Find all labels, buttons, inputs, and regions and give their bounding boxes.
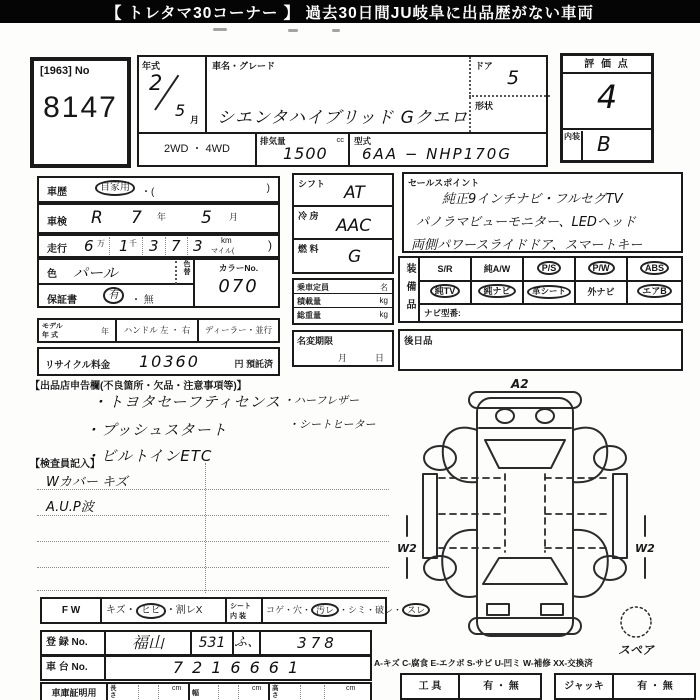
model-cell <box>39 320 117 341</box>
history-box <box>37 176 280 203</box>
rating-score: 4 <box>596 78 618 116</box>
lot-tag: [1963] No <box>40 65 90 77</box>
later-items-label: 後日品 <box>404 336 433 347</box>
fuel-cell <box>294 240 392 272</box>
recycle-label: リサイクル料金 <box>45 360 111 371</box>
shaken-month-unit: 月 <box>229 212 239 222</box>
shift-cell <box>294 175 392 207</box>
man-unit: 万 <box>97 239 105 248</box>
shaken-box <box>37 203 280 234</box>
open-door-front-left <box>442 530 477 597</box>
front-lamp <box>541 604 563 615</box>
sales-points-box <box>402 172 683 253</box>
car-top-view-diagram <box>393 378 695 663</box>
open-door-rear-right <box>573 428 607 483</box>
equip-ps <box>524 258 576 282</box>
model-label-1: モデル <box>42 323 63 330</box>
scan-smudge <box>213 28 227 31</box>
registration-class-no: 531 <box>192 632 234 654</box>
dealer-cell: ディーラー・並行 <box>204 325 273 335</box>
rename-month: 月 <box>338 353 348 363</box>
garage-cert-row <box>40 682 372 700</box>
spare-label: スペア <box>618 643 655 657</box>
mile-paren-close: ) <box>268 238 272 252</box>
model-label-2: 年 式 <box>42 332 58 339</box>
model-code-value: 6AA − NHP170G <box>362 145 512 163</box>
sales-line: 純正9インチナビ・フルセグTV <box>442 192 623 207</box>
left-sill <box>423 474 437 558</box>
garage-label: 車庫証明用 <box>42 684 108 700</box>
fuel-label: 燃 料 <box>298 244 319 254</box>
fw-circled-hibi: ヒビ <box>136 603 166 619</box>
model-year-cell <box>139 57 207 132</box>
sales-line: 両側パワースライドドア、スマートキー <box>411 238 643 253</box>
interior-label: 内装 <box>563 131 583 161</box>
damage-code-a2: A2 <box>511 378 529 391</box>
front-lamp <box>487 604 509 615</box>
garage-height-label: 高さ <box>272 685 279 700</box>
equip-abs-circled: ABS <box>640 261 669 275</box>
mileage-d1: 3 <box>149 237 159 255</box>
warranty-rest: ・ 無 <box>131 295 154 306</box>
chassis-row <box>40 655 372 681</box>
model-code-cell <box>350 134 546 165</box>
shaken-year-unit: 年 <box>157 212 167 222</box>
lot-number-box <box>30 57 131 168</box>
equip-tv <box>420 282 472 305</box>
fw-values <box>102 599 227 622</box>
car-body <box>477 398 573 636</box>
color-change-label: 色替 <box>175 261 193 284</box>
damage-code-w2-right: W2 <box>635 542 655 555</box>
color-no-label: カラーNo. <box>218 263 259 273</box>
displacement-label: 排気量 <box>260 136 286 146</box>
equip-aw: 純A/W <box>472 258 524 282</box>
scan-smudge <box>288 29 298 32</box>
ac-value: AAC <box>336 216 372 236</box>
car-name-cell <box>207 57 469 132</box>
equip-extnavi: 外ナビ <box>576 282 628 305</box>
shift-ac-fuel-box <box>292 173 394 274</box>
equip-leather-circled: 革シート <box>527 285 571 299</box>
garage-width-label: 幅 <box>192 690 199 697</box>
seat-label-2: 内 装 <box>230 613 246 620</box>
inspector-note: A.U.P波 <box>46 500 94 515</box>
tools-label: 工 具 <box>402 675 460 698</box>
fuel-value: G <box>348 247 362 267</box>
inspector-note: Wカバー キズ <box>46 475 128 490</box>
equipment-box <box>398 256 683 323</box>
vehicle-header-table <box>137 55 548 167</box>
equip-airbag-circled: エアB <box>637 284 672 298</box>
shaken-year: 7 <box>131 208 142 228</box>
model-code-label: 型式 <box>354 136 372 146</box>
garage-cm2: cm <box>252 685 262 692</box>
rating-box <box>560 53 654 163</box>
month-unit: 月 <box>190 115 200 125</box>
equip-tv-circled: 純TV <box>430 284 461 298</box>
load-label: 積載量 <box>297 297 321 306</box>
door-cell <box>469 57 550 97</box>
warranty-yes: 有 <box>103 287 124 304</box>
ac-cell <box>294 207 392 240</box>
scan-smudge <box>332 29 340 32</box>
load-row <box>294 294 392 308</box>
wheel <box>594 556 626 580</box>
sen-unit: 千 <box>129 239 137 248</box>
damage-code-w2-left: W2 <box>397 542 417 555</box>
garage-cm1: cm <box>172 685 182 692</box>
shift-label: シフト <box>298 179 326 189</box>
right-sill <box>613 474 627 558</box>
interior-value: B <box>597 132 611 156</box>
model-handle-dealer-row <box>37 318 280 343</box>
open-door-front-right <box>573 530 608 597</box>
rename-deadline-box <box>292 330 394 367</box>
mileage-d3: 3 <box>193 237 203 255</box>
declared-item: ・シートヒーター <box>288 418 376 431</box>
warranty-label: 保証書 <box>47 295 77 306</box>
color-value: パール <box>73 264 118 282</box>
registration-area: 福山 <box>106 632 192 654</box>
shift-value: AT <box>344 183 365 203</box>
ac-label: 冷 房 <box>298 211 319 221</box>
mileage-label: 走行 <box>47 244 67 255</box>
seller-declaration-label: 【出品店申告欄(不良箇所・欠品・注意事項等)】 <box>30 381 247 392</box>
model-year-label: 年式 <box>142 61 161 71</box>
history-label: 車歴 <box>47 187 67 198</box>
top-banner <box>0 0 700 23</box>
registration-number: 378 <box>297 634 338 652</box>
sales-line: パノラマビューモニター、LEDヘッド <box>416 215 636 230</box>
gross-row <box>294 308 392 323</box>
mile-label: マイル( <box>211 248 235 255</box>
color-label: 色 <box>47 269 57 280</box>
banner-text: 【 トレタマ30コーナー 】 過去30日間JU岐阜に出品歴がない車両 <box>105 4 595 22</box>
drive-cell: 2WD ・ 4WD <box>139 134 257 165</box>
color-row <box>39 260 193 285</box>
declared-item: ・ビルトインETC <box>85 447 213 465</box>
capacity-unit: 名 <box>380 283 388 292</box>
seat-interior-label <box>227 599 263 622</box>
declared-item: ・プッシュスタート <box>85 421 228 439</box>
fw-post: ・割レX <box>165 605 203 616</box>
history-paren-close: ) <box>266 183 270 194</box>
capacity-box <box>292 278 394 325</box>
headrest <box>496 409 514 423</box>
wheel <box>594 446 626 470</box>
displacement-value: 1500 <box>283 144 328 163</box>
door-value: 5 <box>507 67 520 89</box>
wheel <box>424 556 456 580</box>
mileage-sen: 1 <box>119 237 129 255</box>
gross-label: 総重量 <box>297 311 321 320</box>
color-no-value: 070 <box>218 276 259 297</box>
wheel <box>424 446 456 470</box>
color-warranty-box <box>37 258 280 308</box>
registration-label: 登 録 No. <box>42 632 106 654</box>
declared-item: ・トヨタセーフティセンス <box>92 393 282 411</box>
displacement-unit: cc <box>336 135 344 144</box>
seat-values <box>263 599 426 622</box>
declared-item: ・ハーフレザー <box>283 394 360 407</box>
fw-seat-row <box>40 597 426 624</box>
spare-tire-circle <box>621 607 651 637</box>
sales-points-label: セールスポイント <box>408 178 480 188</box>
rename-day: 日 <box>374 353 384 363</box>
jack-value: 有 ・ 無 <box>637 681 673 692</box>
fw-pre: キズ・ <box>106 605 136 616</box>
recycle-fee-box <box>37 347 280 376</box>
recycle-unit: 円 預託済 <box>234 359 273 369</box>
rating-label: 評 価 点 <box>563 56 651 74</box>
car-name-label: 車名・グレード <box>212 61 276 71</box>
interior-row <box>563 128 651 160</box>
recycle-value: 10360 <box>139 352 200 371</box>
load-unit: kg <box>379 296 388 305</box>
later-items-box <box>398 329 683 371</box>
equip-abs <box>628 258 681 282</box>
model-year-unit: 年 <box>101 327 109 336</box>
fw-label: F W <box>42 599 102 622</box>
capacity-label: 乗車定員 <box>297 283 329 292</box>
shape-label: 形状 <box>475 101 494 111</box>
tools-box <box>400 673 542 700</box>
tools-value: 有 ・ 無 <box>483 681 519 692</box>
mileage-man: 6 <box>84 237 94 255</box>
jack-label: ジャッキ <box>556 675 614 698</box>
equipment-side-label: 装備品 <box>400 258 420 321</box>
seat-circled-sure: スレ <box>402 603 430 617</box>
registration-row <box>40 630 372 656</box>
seat-mid: ・シミ・破レ・ <box>339 605 403 615</box>
seat-label-1: シート <box>230 603 251 610</box>
capacity-row <box>294 280 392 294</box>
model-year-value: 2 <box>149 71 163 95</box>
equip-sr: S/R <box>420 258 472 282</box>
car-name-value: シエンタハイブリッド Gクエロ <box>217 108 469 128</box>
lot-number: 8147 <box>43 91 118 124</box>
seat-circled-yogore: 汚レ <box>311 603 339 617</box>
color-no-cell <box>193 260 282 306</box>
history-use: 自家用 <box>95 180 135 196</box>
shaken-month: 5 <box>201 208 212 228</box>
shape-cell <box>469 97 550 132</box>
equip-navi-circled: 純ナビ <box>478 284 515 298</box>
displacement-cell <box>257 134 350 165</box>
shaken-era: R <box>91 208 103 228</box>
header-row2 <box>139 132 546 165</box>
mileage-box <box>37 234 280 258</box>
chassis-label: 車 台 No. <box>42 657 106 679</box>
history-paren-open: ・( <box>141 187 155 198</box>
registration-kana: ふ、 <box>234 632 261 654</box>
front-bumper <box>469 618 581 634</box>
equip-navi <box>472 282 524 305</box>
rename-label: 名変期限 <box>297 336 334 346</box>
warranty-row <box>39 287 193 308</box>
headrest <box>536 409 554 423</box>
jack-box <box>554 673 696 700</box>
chassis-number: 7216661 <box>172 658 308 677</box>
gross-unit: kg <box>379 310 388 319</box>
seat-pre: コゲ・穴・ <box>266 605 312 615</box>
mileage-d2: 7 <box>171 237 181 255</box>
model-month-value: 5 <box>175 101 186 120</box>
door-label: ドア <box>475 61 493 71</box>
damage-code-legend: A-キズ C-腐食 E-エクボ S-サビ U-凹ミ W-補修 XX-交換済 <box>374 658 593 668</box>
garage-cm3: cm <box>346 685 356 692</box>
equip-airbag <box>628 282 681 305</box>
equip-pw-circled: P/W <box>588 261 615 275</box>
navi-model-label: ナビ型番: <box>424 308 461 318</box>
inspector-section-label: 【検査員記入】 <box>30 459 100 470</box>
open-door-rear-left <box>443 428 477 483</box>
equip-ps-circled: P/S <box>537 261 562 275</box>
windshield <box>483 558 567 584</box>
equip-pw <box>576 258 628 282</box>
handle-cell: ハンドル 左 ・ 右 <box>117 320 199 341</box>
equip-leather <box>524 282 576 305</box>
rear-window <box>485 440 565 468</box>
garage-length-label: 長さ <box>110 685 117 700</box>
km-label: km <box>221 236 232 245</box>
shaken-label: 車検 <box>47 217 67 228</box>
